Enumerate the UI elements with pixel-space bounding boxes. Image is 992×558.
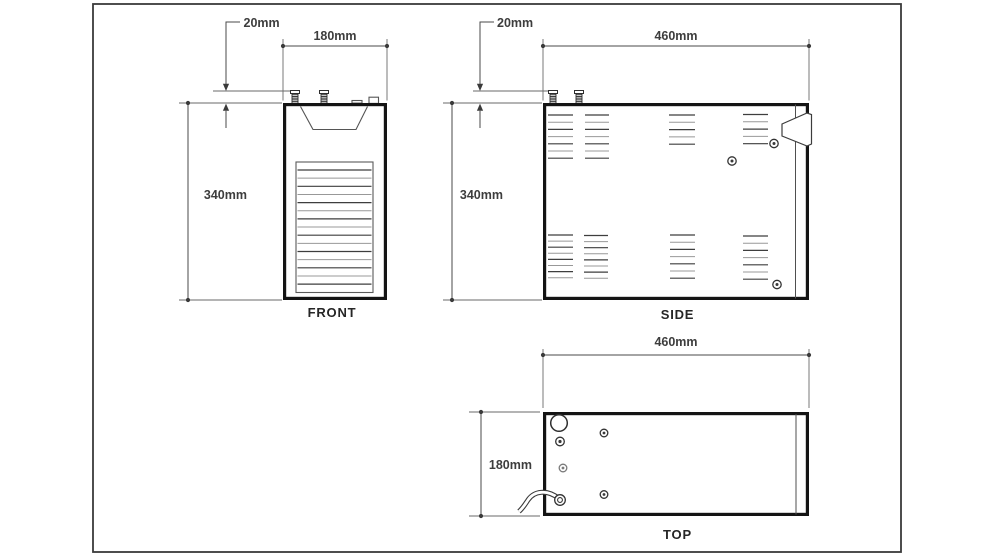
top-cable-grommet: [555, 495, 566, 506]
top-filler-hole: [551, 415, 568, 432]
front-top-connector: [369, 97, 379, 103]
front-top-plug: [352, 101, 362, 104]
front-fitting-height-label: 20mm: [243, 16, 280, 30]
front-fitting-height-dimension: [213, 16, 293, 128]
side-height-label: 340mm: [459, 188, 503, 202]
side-width-label: 460mm: [654, 29, 698, 43]
side-pipe-fitting-2: [575, 91, 584, 104]
front-pipe-fitting-2: [320, 91, 329, 104]
top-view: [469, 335, 811, 542]
side-screw-3: [773, 280, 781, 288]
front-grille: [296, 162, 373, 293]
side-view: [443, 16, 812, 322]
side-width-dimension: [541, 29, 811, 101]
top-cabinet-outline: [545, 414, 808, 515]
side-screw-1: [770, 139, 778, 147]
front-height-dimension: [179, 101, 282, 302]
front-width-dimension: [281, 29, 389, 101]
front-view-label: FRONT: [307, 305, 357, 320]
front-pipe-fitting-1: [291, 91, 300, 104]
top-screw-3: [559, 464, 567, 472]
front-view: [179, 16, 389, 320]
top-width-label: 460mm: [654, 335, 698, 349]
side-fitting-height-dimension: [473, 16, 553, 128]
side-height-dimension: [443, 101, 542, 302]
front-height-label: 340mm: [203, 188, 247, 202]
side-view-label: SIDE: [660, 307, 695, 322]
top-screw-4: [600, 491, 608, 499]
front-width-label: 180mm: [313, 29, 357, 43]
top-screw-1: [556, 437, 565, 446]
top-width-dimension: [541, 335, 811, 408]
side-pipe-fitting-1: [549, 91, 558, 104]
top-depth-label: 180mm: [488, 458, 532, 472]
side-fitting-height-label: 20mm: [497, 16, 534, 30]
top-screw-2: [600, 429, 608, 437]
side-cabinet-outline: [545, 105, 808, 299]
top-view-label: TOP: [663, 527, 692, 542]
side-screw-2: [728, 157, 736, 165]
